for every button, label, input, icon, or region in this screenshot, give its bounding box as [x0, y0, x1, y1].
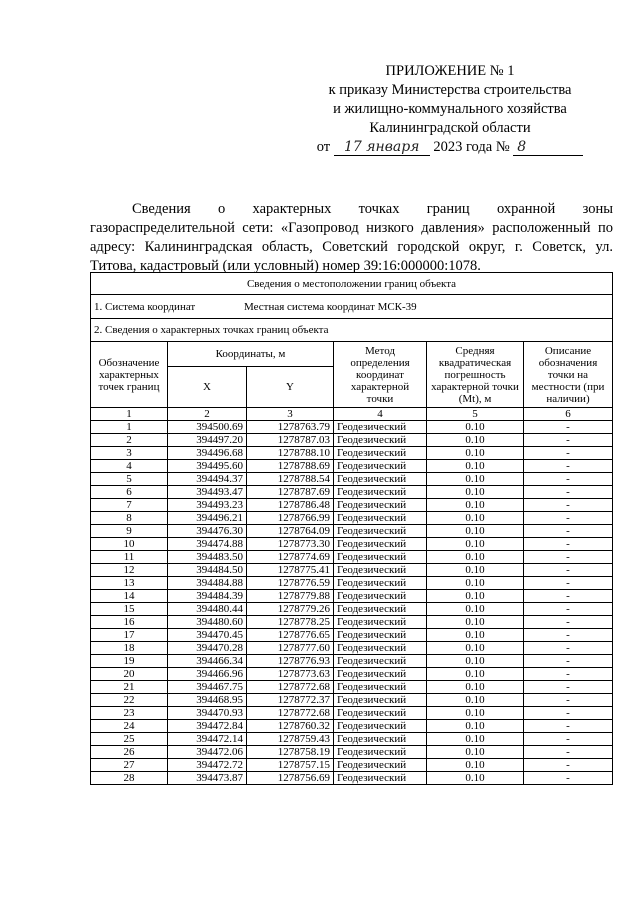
table-row [91, 694, 613, 707]
coord-y-cell: 1278775.41 [247, 564, 334, 577]
point-id-cell: 15 [91, 603, 168, 616]
description-cell: - [524, 434, 613, 447]
method-cell: Геодезический [334, 694, 427, 707]
method-cell: Геодезический [334, 577, 427, 590]
point-id-cell: 9 [91, 525, 168, 538]
method-cell: Геодезический [334, 551, 427, 564]
coord-y-cell: 1278779.88 [247, 590, 334, 603]
col-header-point: Обозначение характерных точек границ [91, 342, 168, 408]
table-row [91, 629, 613, 642]
point-id-cell: 14 [91, 590, 168, 603]
table-row [91, 447, 613, 460]
point-id-cell: 2 [91, 434, 168, 447]
point-id-cell: 8 [91, 512, 168, 525]
coord-x-cell: 394472.72 [168, 759, 247, 772]
coord-x-cell: 394470.93 [168, 707, 247, 720]
coord-x-cell: 394466.34 [168, 655, 247, 668]
method-cell: Геодезический [334, 668, 427, 681]
coord-x-cell: 394468.95 [168, 694, 247, 707]
header-row-1 [91, 342, 613, 367]
accuracy-cell: 0.10 [427, 616, 524, 629]
description-cell: - [524, 733, 613, 746]
table-row [91, 421, 613, 434]
coord-x-cell: 394484.39 [168, 590, 247, 603]
coord-x-cell: 394484.50 [168, 564, 247, 577]
table-row [91, 564, 613, 577]
method-cell: Геодезический [334, 538, 427, 551]
method-cell: Геодезический [334, 421, 427, 434]
coord-x-cell: 394472.06 [168, 746, 247, 759]
accuracy-cell: 0.10 [427, 629, 524, 642]
coord-x-cell: 394466.96 [168, 668, 247, 681]
accuracy-cell: 0.10 [427, 447, 524, 460]
description-cell: - [524, 759, 613, 772]
accuracy-cell: 0.10 [427, 486, 524, 499]
table-row [91, 616, 613, 629]
appendix-title: ПРИЛОЖЕНИЕ № 1 [385, 63, 515, 79]
method-cell: Геодезический [334, 642, 427, 655]
point-id-cell: 24 [91, 720, 168, 733]
table-row [91, 499, 613, 512]
coord-x-cell: 394473.87 [168, 772, 247, 785]
appendix-header [290, 62, 610, 157]
method-cell: Геодезический [334, 564, 427, 577]
description-cell: - [524, 525, 613, 538]
coord-y-cell: 1278788.54 [247, 473, 334, 486]
accuracy-cell: 0.10 [427, 655, 524, 668]
accuracy-cell: 0.10 [427, 551, 524, 564]
table-title-row [91, 273, 613, 295]
point-id-cell: 16 [91, 616, 168, 629]
order-number-handwritten: 8 [513, 139, 583, 156]
coord-x-cell: 394480.44 [168, 603, 247, 616]
accuracy-cell: 0.10 [427, 538, 524, 551]
coord-y-cell: 1278776.93 [247, 655, 334, 668]
point-id-cell: 26 [91, 746, 168, 759]
description-cell: - [524, 694, 613, 707]
coord-x-cell: 394497.20 [168, 434, 247, 447]
coord-x-cell: 394470.45 [168, 629, 247, 642]
description-cell: - [524, 551, 613, 564]
description-cell: - [524, 447, 613, 460]
description-cell: - [524, 642, 613, 655]
coord-x-cell: 394472.84 [168, 720, 247, 733]
accuracy-cell: 0.10 [427, 434, 524, 447]
accuracy-cell: 0.10 [427, 564, 524, 577]
coord-y-cell: 1278758.19 [247, 746, 334, 759]
table-row [91, 460, 613, 473]
description-cell: - [524, 577, 613, 590]
point-id-cell: 13 [91, 577, 168, 590]
description-cell: - [524, 473, 613, 486]
coord-y-cell: 1278774.69 [247, 551, 334, 564]
coord-system-row [91, 295, 613, 319]
accuracy-cell: 0.10 [427, 759, 524, 772]
method-cell: Геодезический [334, 434, 427, 447]
description-cell: - [524, 668, 613, 681]
method-cell: Геодезический [334, 603, 427, 616]
point-id-cell: 23 [91, 707, 168, 720]
method-cell: Геодезический [334, 590, 427, 603]
appendix-order-line-3: Калининградской области [369, 120, 531, 136]
coord-y-cell: 1278787.03 [247, 434, 334, 447]
point-id-cell: 11 [91, 551, 168, 564]
method-cell: Геодезический [334, 460, 427, 473]
method-cell: Геодезический [334, 655, 427, 668]
table-row [91, 733, 613, 746]
coord-x-cell: 394493.47 [168, 486, 247, 499]
coord-y-cell: 1278788.10 [247, 447, 334, 460]
coord-x-cell: 394474.88 [168, 538, 247, 551]
table-row [91, 525, 613, 538]
accuracy-cell: 0.10 [427, 473, 524, 486]
description-cell: - [524, 772, 613, 785]
description-cell: - [524, 603, 613, 616]
description-cell: - [524, 681, 613, 694]
coord-y-cell: 1278757.15 [247, 759, 334, 772]
accuracy-cell: 0.10 [427, 668, 524, 681]
point-id-cell: 20 [91, 668, 168, 681]
coord-x-cell: 394494.37 [168, 473, 247, 486]
coord-x-cell: 394500.69 [168, 421, 247, 434]
table-row [91, 668, 613, 681]
point-id-cell: 17 [91, 629, 168, 642]
coord-x-cell: 394496.68 [168, 447, 247, 460]
accuracy-cell: 0.10 [427, 525, 524, 538]
coord-x-cell: 394493.23 [168, 499, 247, 512]
method-cell: Геодезический [334, 629, 427, 642]
point-id-cell: 18 [91, 642, 168, 655]
col-number: 6 [524, 408, 613, 421]
accuracy-cell: 0.10 [427, 681, 524, 694]
table-row [91, 590, 613, 603]
coord-y-cell: 1278787.69 [247, 486, 334, 499]
accuracy-cell: 0.10 [427, 772, 524, 785]
boundary-points-table [90, 272, 613, 785]
description-cell: - [524, 421, 613, 434]
coord-x-cell: 394483.50 [168, 551, 247, 564]
coord-y-cell: 1278778.25 [247, 616, 334, 629]
table-row [91, 473, 613, 486]
table-row [91, 577, 613, 590]
accuracy-cell: 0.10 [427, 421, 524, 434]
coord-x-cell: 394480.60 [168, 616, 247, 629]
col-header-desc: Описание обозначения точки на местности (при наличии) [524, 342, 613, 408]
point-id-cell: 6 [91, 486, 168, 499]
coord-y-cell: 1278759.43 [247, 733, 334, 746]
point-id-cell: 1 [91, 421, 168, 434]
point-id-cell: 27 [91, 759, 168, 772]
col-header-accuracy: Средняя квадратическая погрешность характерной точки (Mt), м [427, 342, 524, 408]
coord-x-cell: 394495.60 [168, 460, 247, 473]
table-row [91, 655, 613, 668]
table-row [91, 538, 613, 551]
description-cell: - [524, 655, 613, 668]
point-id-cell: 21 [91, 681, 168, 694]
point-id-cell: 10 [91, 538, 168, 551]
coord-y-cell: 1278763.79 [247, 421, 334, 434]
coord-x-cell: 394470.28 [168, 642, 247, 655]
method-cell: Геодезический [334, 512, 427, 525]
point-id-cell: 19 [91, 655, 168, 668]
table-row [91, 512, 613, 525]
description-cell: - [524, 564, 613, 577]
coord-x-cell: 394472.14 [168, 733, 247, 746]
column-number-row [91, 408, 613, 421]
accuracy-cell: 0.10 [427, 512, 524, 525]
section-title: 2. Сведения о характерных точках границ объекта [91, 319, 613, 342]
coord-y-cell: 1278786.48 [247, 499, 334, 512]
description-cell: - [524, 616, 613, 629]
coord-y-cell: 1278772.68 [247, 681, 334, 694]
method-cell: Геодезический [334, 616, 427, 629]
method-cell: Геодезический [334, 772, 427, 785]
accuracy-cell: 0.10 [427, 499, 524, 512]
coord-y-cell: 1278764.09 [247, 525, 334, 538]
table-row [91, 759, 613, 772]
description-cell: - [524, 512, 613, 525]
order-date-handwritten: 17 января [334, 139, 430, 156]
coord-y-cell: 1278766.99 [247, 512, 334, 525]
order-year-label: 2023 года № [433, 139, 510, 155]
col-number: 1 [91, 408, 168, 421]
coord-x-cell: 394476.30 [168, 525, 247, 538]
description-cell: - [524, 720, 613, 733]
table-row [91, 434, 613, 447]
table-row [91, 603, 613, 616]
method-cell: Геодезический [334, 473, 427, 486]
col-number: 3 [247, 408, 334, 421]
description-cell: - [524, 499, 613, 512]
table-row [91, 746, 613, 759]
point-id-cell: 5 [91, 473, 168, 486]
col-header-y: Y [247, 367, 334, 408]
coord-y-cell: 1278756.69 [247, 772, 334, 785]
col-header-x: X [168, 367, 247, 408]
description-cell: - [524, 590, 613, 603]
coord-y-cell: 1278777.60 [247, 642, 334, 655]
coord-system-label: 1. Система координат [94, 300, 196, 313]
coord-y-cell: 1278779.26 [247, 603, 334, 616]
coord-system-value: Местная система координат МСК-39 [243, 300, 417, 313]
method-cell: Геодезический [334, 759, 427, 772]
accuracy-cell: 0.10 [427, 590, 524, 603]
description-cell: - [524, 486, 613, 499]
col-number: 4 [334, 408, 427, 421]
section-row [91, 319, 613, 342]
method-cell: Геодезический [334, 499, 427, 512]
table-row [91, 681, 613, 694]
method-cell: Геодезический [334, 447, 427, 460]
method-cell: Геодезический [334, 486, 427, 499]
accuracy-cell: 0.10 [427, 733, 524, 746]
coord-y-cell: 1278776.65 [247, 629, 334, 642]
col-number: 5 [427, 408, 524, 421]
coord-y-cell: 1278772.68 [247, 707, 334, 720]
appendix-order-line-2: и жилищно-коммунального хозяйства [333, 101, 567, 117]
method-cell: Геодезический [334, 733, 427, 746]
coord-x-cell: 394467.75 [168, 681, 247, 694]
description-cell: - [524, 746, 613, 759]
point-id-cell: 28 [91, 772, 168, 785]
col-header-method: Метод определения координат характерной точки [334, 342, 427, 408]
col-number: 2 [168, 408, 247, 421]
description-cell: - [524, 629, 613, 642]
table-title: Сведения о местоположении границ объекта [91, 273, 613, 295]
order-reference [290, 138, 610, 157]
description-cell: - [524, 538, 613, 551]
method-cell: Геодезический [334, 707, 427, 720]
point-id-cell: 25 [91, 733, 168, 746]
table-row [91, 772, 613, 785]
accuracy-cell: 0.10 [427, 694, 524, 707]
point-id-cell: 7 [91, 499, 168, 512]
accuracy-cell: 0.10 [427, 460, 524, 473]
coord-x-cell: 394496.21 [168, 512, 247, 525]
coord-y-cell: 1278773.63 [247, 668, 334, 681]
intro-paragraph: Сведения о характерных точках границ охранной зоны газораспределительной сети: «Газопровод низкого давления» расположенный по адресу: Калининградская область, Советский городской округ, г. Советск, ул. Титова, кадастровый (или условный) номер 39:16:000000:1078. [90, 200, 613, 275]
table-row [91, 486, 613, 499]
description-cell: - [524, 707, 613, 720]
point-id-cell: 12 [91, 564, 168, 577]
order-from-label: от [316, 139, 331, 155]
coord-y-cell: 1278772.37 [247, 694, 334, 707]
table-row [91, 642, 613, 655]
table-row [91, 551, 613, 564]
accuracy-cell: 0.10 [427, 642, 524, 655]
method-cell: Геодезический [334, 525, 427, 538]
method-cell: Геодезический [334, 681, 427, 694]
point-id-cell: 22 [91, 694, 168, 707]
accuracy-cell: 0.10 [427, 577, 524, 590]
appendix-order-line-1: к приказу Министерства строительства [328, 82, 572, 98]
coord-y-cell: 1278773.30 [247, 538, 334, 551]
col-header-coords: Координаты, м [168, 342, 334, 367]
method-cell: Геодезический [334, 720, 427, 733]
table-row [91, 707, 613, 720]
point-id-cell: 3 [91, 447, 168, 460]
coord-y-cell: 1278760.32 [247, 720, 334, 733]
coord-y-cell: 1278788.69 [247, 460, 334, 473]
coord-x-cell: 394484.88 [168, 577, 247, 590]
accuracy-cell: 0.10 [427, 707, 524, 720]
point-id-cell: 4 [91, 460, 168, 473]
accuracy-cell: 0.10 [427, 720, 524, 733]
description-cell: - [524, 460, 613, 473]
accuracy-cell: 0.10 [427, 746, 524, 759]
table-row [91, 720, 613, 733]
accuracy-cell: 0.10 [427, 603, 524, 616]
coord-y-cell: 1278776.59 [247, 577, 334, 590]
method-cell: Геодезический [334, 746, 427, 759]
